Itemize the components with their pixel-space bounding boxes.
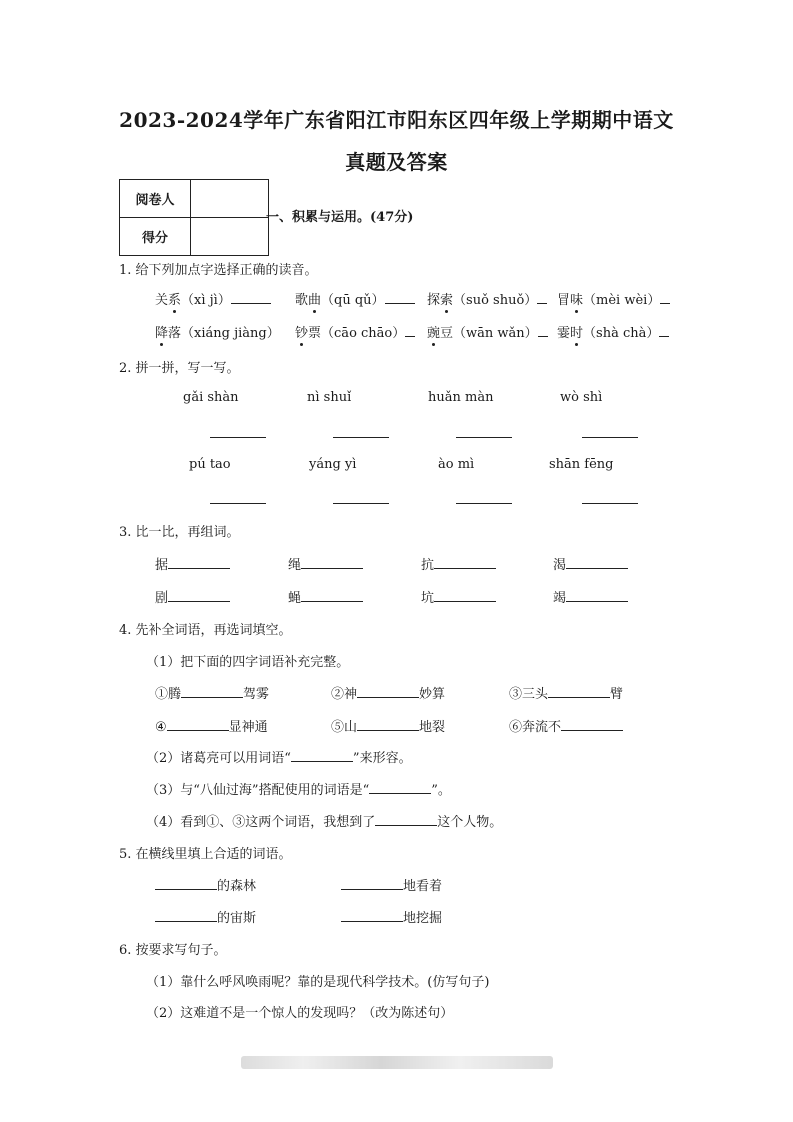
answer-blank[interactable] xyxy=(357,717,419,731)
q1-item: 降落（xiáng jiàng） xyxy=(155,326,280,341)
pinyin-label: wò shì xyxy=(560,390,603,405)
answer-blank[interactable] xyxy=(385,290,415,304)
answer-blank[interactable] xyxy=(301,588,363,602)
score-table xyxy=(119,179,269,256)
document-title-line-1: 2023-2024学年广东省阳江市阳东区四年级上学期期中语文 xyxy=(119,108,674,132)
pinyin-label: yáng yì xyxy=(309,457,357,472)
answer-line[interactable] xyxy=(333,503,389,504)
idiom-item: ⑥奔流不 xyxy=(509,716,623,735)
q3-prompt: 3. 比一比，再组词。 xyxy=(119,525,240,540)
answer-blank[interactable] xyxy=(301,555,363,569)
answer-blank[interactable] xyxy=(155,876,217,890)
score-field[interactable] xyxy=(191,218,269,256)
answer-blank[interactable] xyxy=(434,555,496,569)
q1-item: 豌豆（wān wǎn） xyxy=(427,322,548,341)
answer-blank[interactable] xyxy=(155,908,217,922)
answer-blank[interactable] xyxy=(341,876,403,890)
pinyin-label: pú tao xyxy=(189,457,231,472)
answer-line[interactable] xyxy=(456,503,512,504)
answer-blank[interactable] xyxy=(168,555,230,569)
idiom-item: ③三头 臂 xyxy=(509,683,623,702)
pinyin-label: huǎn màn xyxy=(428,390,494,405)
compare-char: 据 xyxy=(155,554,230,573)
answer-blank[interactable] xyxy=(538,323,548,337)
fill-item: 地看着 xyxy=(341,875,442,894)
pinyin-label: shān fēng xyxy=(549,457,614,472)
answer-blank[interactable] xyxy=(405,323,415,337)
answer-blank[interactable] xyxy=(434,588,496,602)
q4-sub4: （4）看到①、③这两个词语，我想到了 这个人物。 xyxy=(146,811,502,830)
q4-sub3: （3）与“八仙过海”搭配使用的词语是“ ”。 xyxy=(146,779,451,798)
q6-sub1: （1）靠什么呼风唤雨呢？靠的是现代科学技术。(仿写句子) xyxy=(146,975,490,990)
compare-char: 竭 xyxy=(553,587,628,606)
answer-blank[interactable] xyxy=(168,588,230,602)
answer-line[interactable] xyxy=(582,437,638,438)
answer-blank[interactable] xyxy=(341,908,403,922)
answer-line[interactable] xyxy=(210,437,266,438)
compare-char: 抗 xyxy=(421,554,496,573)
pinyin-label: ào mì xyxy=(438,457,475,472)
q2-prompt: 2. 拼一拼，写一写。 xyxy=(119,361,240,376)
compare-char: 蝇 xyxy=(288,587,363,606)
answer-blank[interactable] xyxy=(357,684,419,698)
q1-item: 霎时（shà chà） xyxy=(557,322,669,341)
pinyin-label: nì shuǐ xyxy=(307,390,352,405)
q1-item: 冒味（mèi wèi） xyxy=(557,289,670,308)
q1-prompt: 1. 给下列加点字选择正确的读音。 xyxy=(119,263,318,278)
idiom-item: ②神 妙算 xyxy=(331,683,445,702)
score-label: 得分 xyxy=(120,218,191,256)
q1-item: 探索（suǒ shuǒ） xyxy=(427,289,547,308)
pinyin-label: gǎi shàn xyxy=(183,390,239,405)
q1-item: 关系（xì jì） xyxy=(155,289,271,308)
answer-blank[interactable] xyxy=(369,780,431,794)
answer-line[interactable] xyxy=(210,503,266,504)
q6-sub2: （2）这难道不是一个惊人的发现吗？（改为陈述句） xyxy=(146,1006,454,1021)
q4-sub2: （2）诸葛亮可以用词语“ ”来形容。 xyxy=(146,747,412,766)
answer-blank[interactable] xyxy=(537,290,547,304)
q4-prompt: 4. 先补全词语，再选词填空。 xyxy=(119,623,292,638)
answer-blank[interactable] xyxy=(291,748,353,762)
answer-line[interactable] xyxy=(333,437,389,438)
fill-item: 地挖掘 xyxy=(341,907,442,926)
idiom-item: ①腾 驾雾 xyxy=(155,683,269,702)
answer-blank[interactable] xyxy=(167,717,229,731)
compare-char: 绳 xyxy=(288,554,363,573)
answer-blank[interactable] xyxy=(181,684,243,698)
compare-char: 剧 xyxy=(155,587,230,606)
answer-blank[interactable] xyxy=(659,323,669,337)
reviewer-field[interactable] xyxy=(191,180,269,218)
answer-line[interactable] xyxy=(456,437,512,438)
idiom-item: ④ 显神通 xyxy=(155,716,268,735)
answer-blank[interactable] xyxy=(548,684,610,698)
q1-item: 钞票（cāo chāo） xyxy=(295,322,415,341)
document-title-line-2: 真题及答案 xyxy=(345,150,448,174)
blurred-watermark xyxy=(241,1056,553,1069)
compare-char: 坑 xyxy=(421,587,496,606)
answer-blank[interactable] xyxy=(231,290,271,304)
section-heading: 一、积累与运用。(47分) xyxy=(266,210,414,225)
answer-blank[interactable] xyxy=(566,555,628,569)
fill-item: 的森林 xyxy=(155,875,256,894)
q4-sub1: （1）把下面的四字词语补充完整。 xyxy=(146,655,350,670)
answer-blank[interactable] xyxy=(375,812,437,826)
answer-blank[interactable] xyxy=(561,717,623,731)
answer-blank[interactable] xyxy=(566,588,628,602)
q6-prompt: 6. 按要求写句子。 xyxy=(119,943,227,958)
q5-prompt: 5. 在横线里填上合适的词语。 xyxy=(119,847,292,862)
answer-blank[interactable] xyxy=(660,290,670,304)
idiom-item: ⑤山 地裂 xyxy=(331,716,445,735)
q1-item: 歌曲（qū qǔ） xyxy=(295,289,415,308)
fill-item: 的宙斯 xyxy=(155,907,256,926)
reviewer-label: 阅卷人 xyxy=(120,180,191,218)
compare-char: 渴 xyxy=(553,554,628,573)
answer-line[interactable] xyxy=(582,503,638,504)
